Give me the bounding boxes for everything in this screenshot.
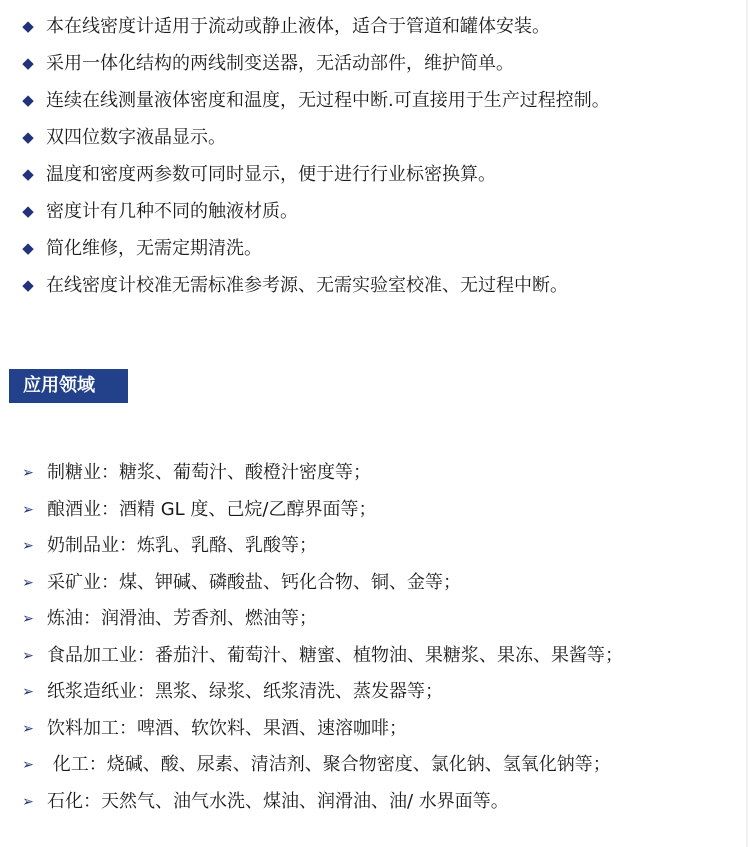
list-item: [20, 638, 623, 675]
list-item: [20, 230, 610, 267]
list-item: [20, 267, 610, 304]
list-item: [20, 674, 623, 711]
application-text: 采矿业：煤、钾碱、磷酸盐、钙化合物、铜、金等；: [47, 571, 461, 593]
list-item: [20, 601, 623, 638]
application-text: 酿酒业：酒精 GL 度、己烷/乙醇界面等；: [47, 498, 377, 520]
list-item: [20, 45, 610, 82]
feature-text: 采用一体化结构的两线制变送器，无活动部件，维护简单。: [46, 52, 514, 74]
diamond-bullet-icon: ◆: [22, 128, 34, 146]
list-item: [20, 119, 610, 156]
arrow-bullet-icon: ➢: [22, 647, 34, 664]
application-text: 炼油：润滑油、芳香剂、燃油等；: [47, 608, 317, 630]
list-item: [20, 565, 623, 602]
list-item: [20, 156, 610, 193]
arrow-bullet-icon: ➢: [22, 538, 34, 555]
diamond-bullet-icon: ◆: [22, 17, 34, 35]
feature-text: 本在线密度计适用于流动或静止液体，适合于管道和罐体安装。: [46, 15, 550, 37]
application-text: 化工：烧碱、酸、尿素、清洁剂、聚合物密度、氯化钠、氢氧化钠等；: [47, 754, 611, 776]
feature-text: 密度计有几种不同的触液材质。: [46, 200, 298, 222]
list-item: [20, 528, 623, 565]
list-item: [20, 711, 623, 748]
section-header-applications: [9, 369, 128, 403]
diamond-bullet-icon: ◆: [22, 276, 34, 294]
feature-list: [20, 8, 610, 304]
arrow-bullet-icon: ➢: [22, 757, 34, 774]
arrow-bullet-icon: ➢: [22, 720, 34, 737]
list-item: [20, 747, 623, 784]
arrow-bullet-icon: ➢: [22, 611, 34, 628]
application-text: 食品加工业：番茄汁、葡萄汁、糖蜜、植物油、果糖浆、果冻、果酱等；: [47, 644, 623, 666]
feature-text: 连续在线测量液体密度和温度，无过程中断.可直接用于生产过程控制。: [46, 89, 610, 111]
diamond-bullet-icon: ◆: [22, 54, 34, 72]
list-item: [20, 492, 623, 529]
diamond-bullet-icon: ◆: [22, 239, 34, 257]
list-item: [20, 193, 610, 230]
section-title: 应用领域: [23, 375, 95, 396]
feature-text: 简化维修，无需定期清洗。: [46, 237, 262, 259]
arrow-bullet-icon: ➢: [22, 465, 34, 482]
arrow-bullet-icon: ➢: [22, 501, 34, 518]
application-text: 饮料加工：啤酒、软饮料、果酒、速溶咖啡；: [47, 717, 407, 739]
application-text: 奶制品业：炼乳、乳酪、乳酸等；: [47, 535, 317, 557]
feature-text: 温度和密度两参数可同时显示，便于进行行业标密换算。: [46, 163, 496, 185]
diamond-bullet-icon: ◆: [22, 202, 34, 220]
feature-text: 双四位数字液晶显示。: [46, 126, 226, 148]
application-text: 制糖业：糖浆、葡萄汁、酸橙汁密度等；: [47, 462, 371, 484]
feature-text: 在线密度计校准无需标准参考源、无需实验室校准、无过程中断。: [46, 274, 568, 296]
list-item: [20, 82, 610, 119]
list-item: [20, 8, 610, 45]
application-text: 石化：天然气、油气水洗、煤油、润滑油、油/ 水界面等。: [47, 790, 509, 812]
arrow-bullet-icon: ➢: [22, 574, 34, 591]
arrow-bullet-icon: ➢: [22, 684, 34, 701]
application-list: [20, 455, 623, 820]
list-item: [20, 784, 623, 821]
list-item: [20, 455, 623, 492]
application-text: 纸浆造纸业：黑浆、绿浆、纸浆清洗、蒸发器等；: [47, 681, 443, 703]
diamond-bullet-icon: ◆: [22, 91, 34, 109]
page-edge-rule: [746, 0, 748, 847]
diamond-bullet-icon: ◆: [22, 165, 34, 183]
arrow-bullet-icon: ➢: [22, 793, 34, 810]
